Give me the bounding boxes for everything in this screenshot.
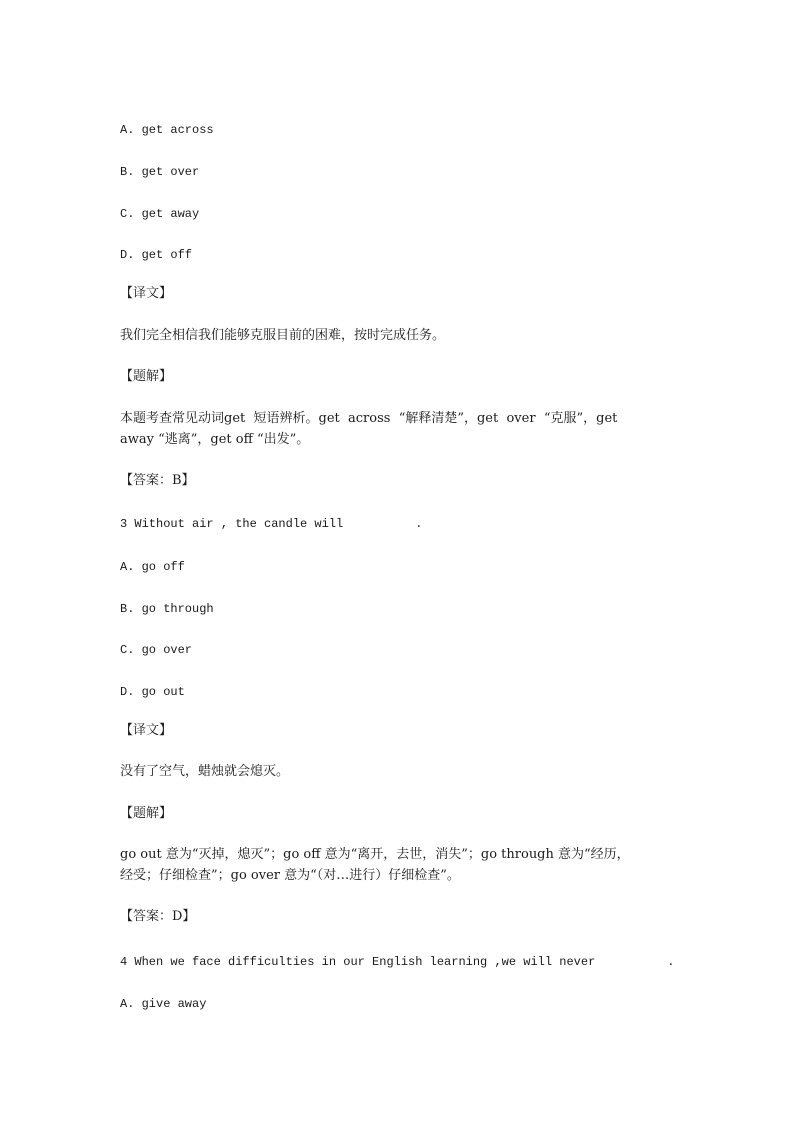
option-b: B. get over xyxy=(120,165,200,179)
q3-explanation-line-1: go out 意为“灭掉，熄灭”；go off 意为“离开，去世，消失”；go through 意为“经历， xyxy=(120,847,630,862)
q3-option-c: C. go over xyxy=(120,643,193,657)
translation-text: 我们完全相信我们能够克服目前的困难，按时完成任务。 xyxy=(120,328,446,343)
translation-heading: 【译文】 xyxy=(120,286,173,301)
q3-option-d: D. go out xyxy=(120,685,185,699)
question-4: 4 When we face difficulties in our English learning ,we will never . xyxy=(120,955,675,969)
q3-translation-heading: 【译文】 xyxy=(120,723,173,738)
explanation-line-2: away “逃离”，get off “出发”。 xyxy=(120,432,310,447)
explanation-heading: 【题解】 xyxy=(120,369,173,384)
q3-translation-text: 没有了空气，蜡烛就会熄灭。 xyxy=(120,764,290,779)
option-a: A. get across xyxy=(120,123,214,137)
option-d: D. get off xyxy=(120,248,193,262)
q3-explanation-heading: 【题解】 xyxy=(120,806,173,821)
q3-option-b: B. go through xyxy=(120,602,214,616)
q3-option-a: A. go off xyxy=(120,560,185,574)
q3-answer-label: 【答案：D】 xyxy=(120,909,196,924)
q4-option-a: A. give away xyxy=(120,997,207,1011)
question-3: 3 Without air , the candle will . xyxy=(120,517,423,531)
option-c: C. get away xyxy=(120,207,200,221)
answer-label: 【答案：B】 xyxy=(120,473,195,488)
q3-explanation-line-2: 经受；仔细检查”；go over 意为“（对…进行）仔细检查”。 xyxy=(120,868,460,883)
explanation-line-1: 本题考查常见动词get 短语辨析。get across “解释清楚”，get over “克服”，get xyxy=(120,411,618,426)
